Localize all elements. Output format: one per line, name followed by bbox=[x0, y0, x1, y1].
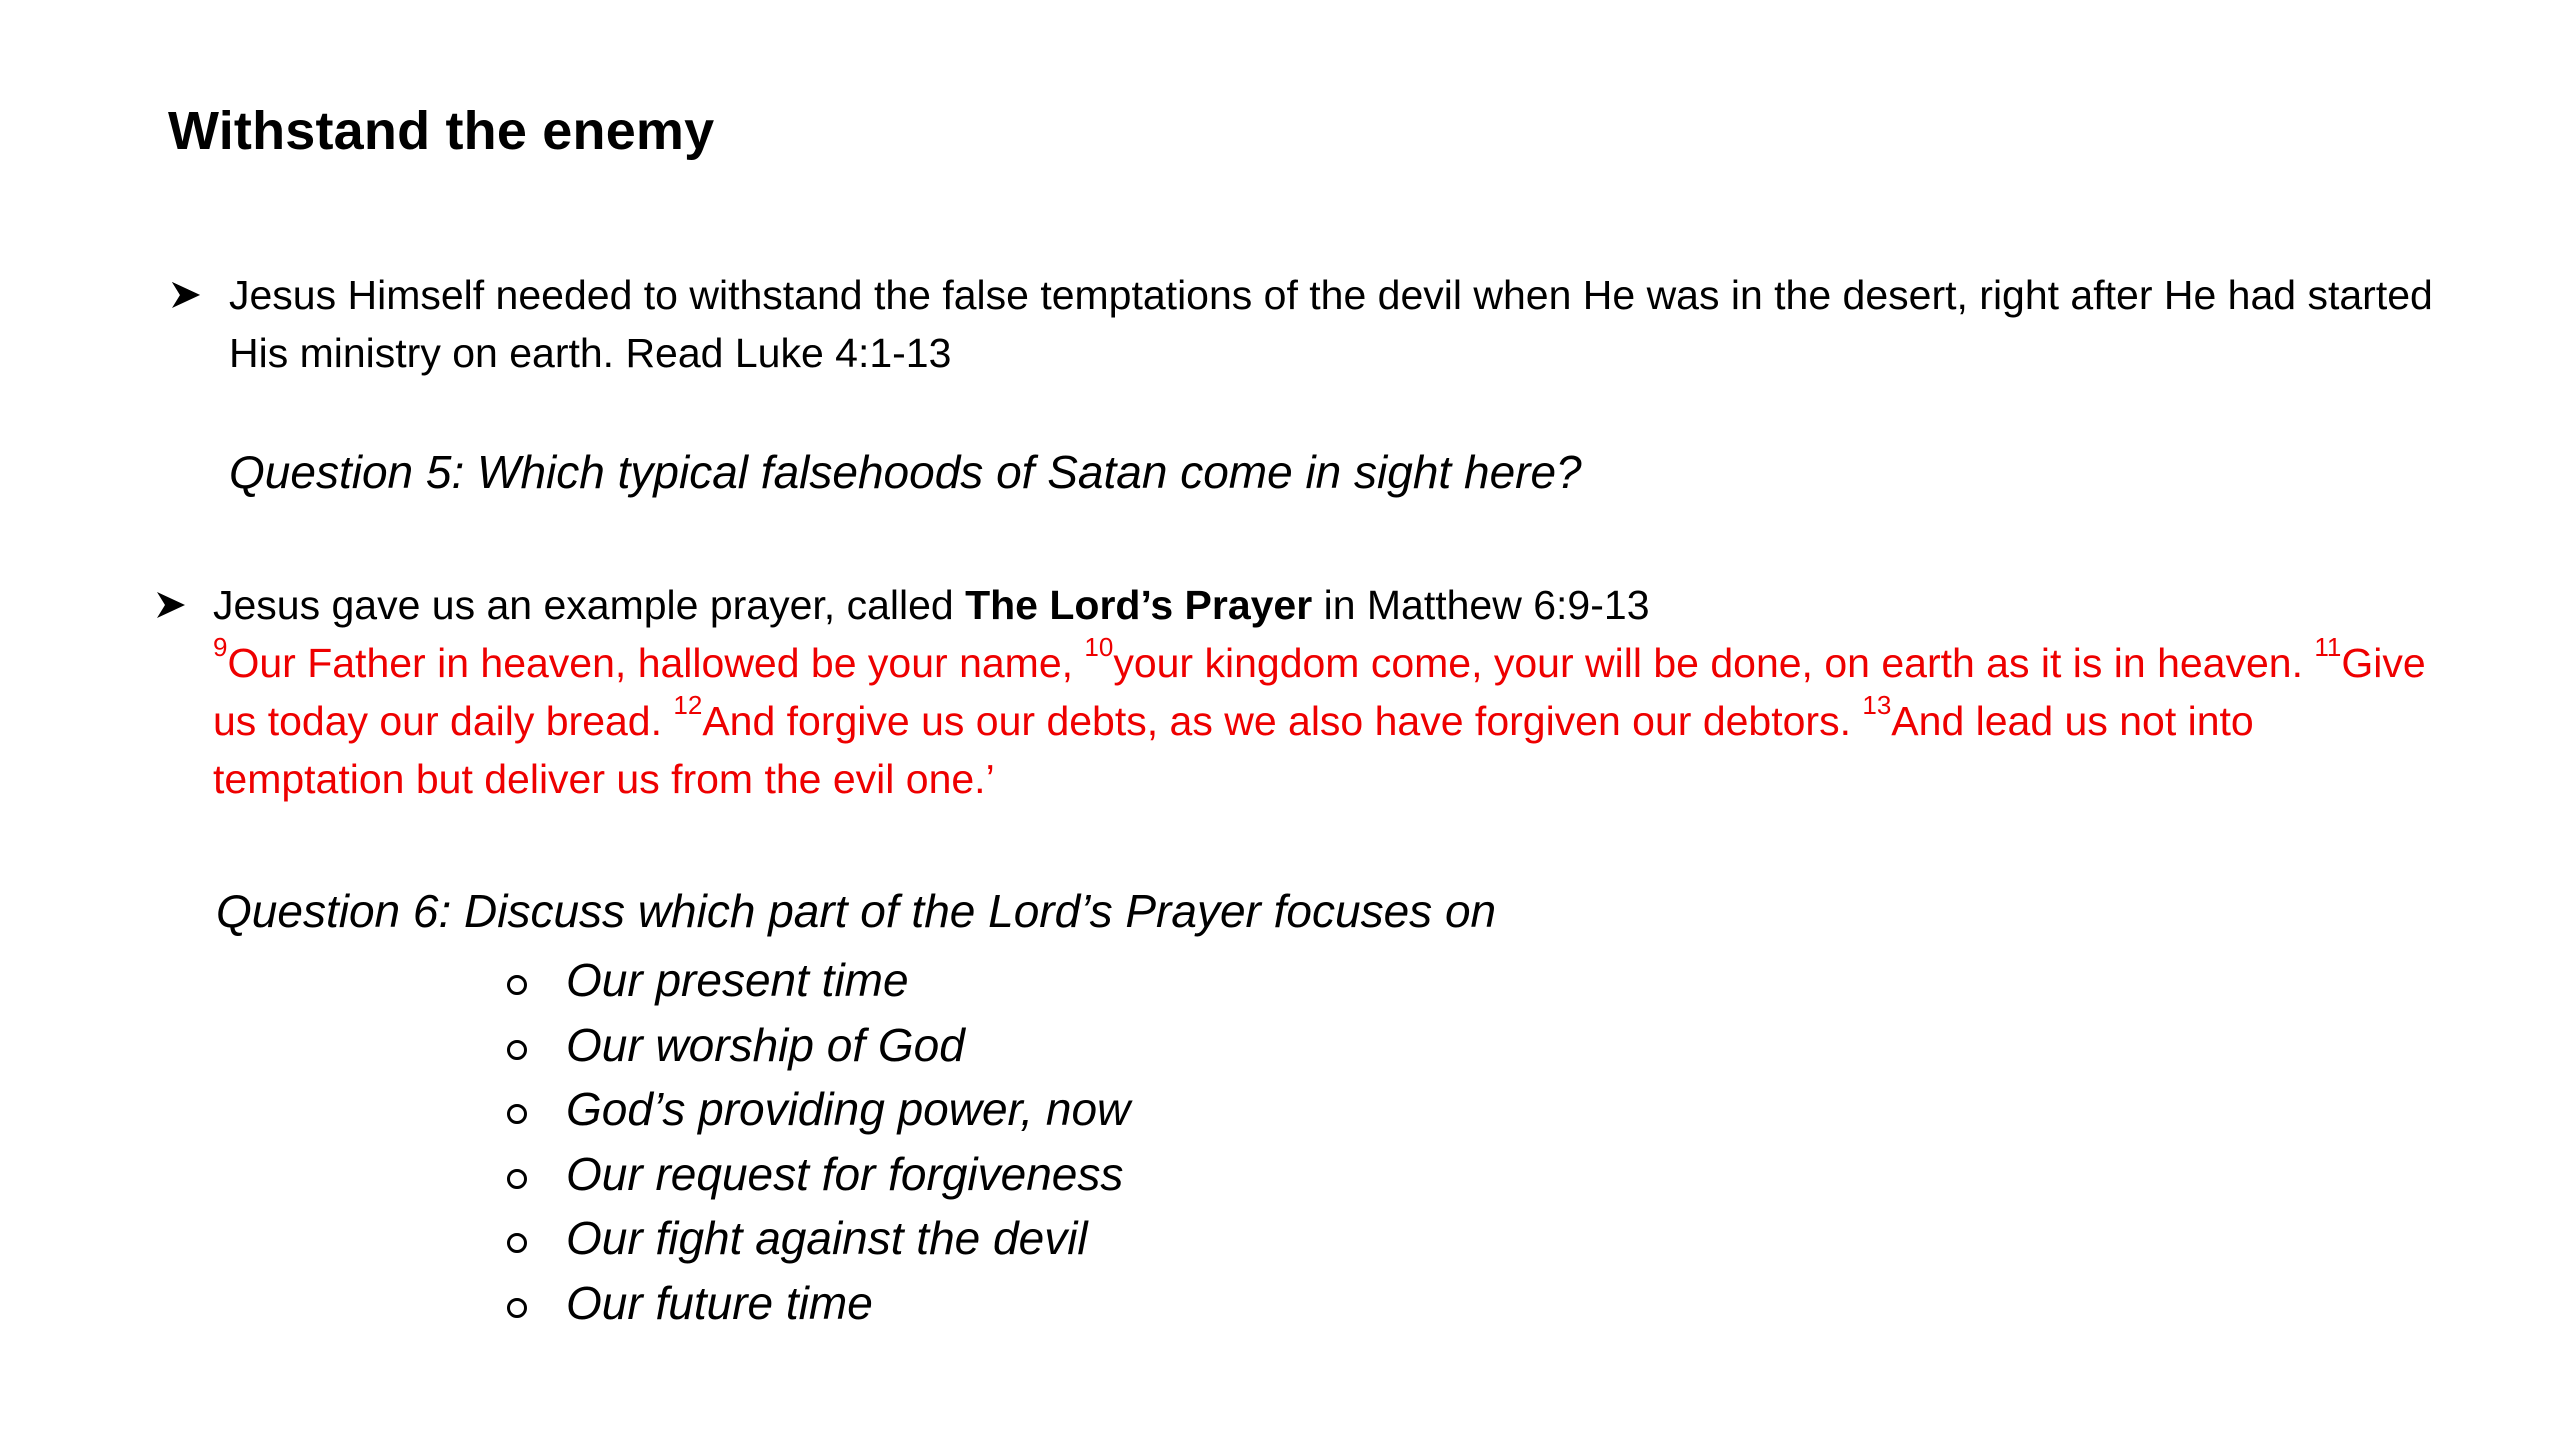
list-item bbox=[505, 948, 1130, 1013]
hollow-circle-bullet-icon bbox=[507, 1040, 527, 1060]
question-5: Question 5: Which typical falsehoods of Satan come in sight here? bbox=[229, 446, 1582, 498]
list-item-label: Our fight against the devil bbox=[566, 1212, 1088, 1264]
hollow-circle-bullet-icon bbox=[507, 1298, 527, 1318]
list-item-label: Our present time bbox=[566, 954, 909, 1006]
verse-text: your kingdom come, your will be done, on earth as it is in heaven. bbox=[1113, 640, 2315, 686]
list-item bbox=[505, 1142, 1130, 1207]
arrowhead-bullet-icon bbox=[155, 576, 195, 634]
focus-options-list bbox=[505, 948, 1130, 1335]
verse-number: 9 bbox=[213, 632, 228, 662]
question-6: Question 6: Discuss which part of the Lord’s Prayer focuses on bbox=[216, 885, 1497, 937]
hollow-circle-bullet-icon bbox=[507, 1169, 527, 1189]
list-item-label: Our request for forgiveness bbox=[566, 1147, 1124, 1200]
verse-number: 13 bbox=[1862, 690, 1892, 720]
verse-text: Give us today our daily bread. bbox=[213, 640, 2426, 744]
list-item-label: God’s providing power, now bbox=[566, 1083, 1131, 1135]
hollow-circle-bullet-icon bbox=[507, 1233, 527, 1253]
prayer-intro-bold: The Lord’s Prayer bbox=[965, 582, 1313, 628]
scripture-passage bbox=[213, 632, 2426, 802]
verse-number: 12 bbox=[673, 690, 703, 720]
verse-text: And forgive us our debts, as we also have forgiven our debtors. bbox=[702, 698, 1863, 744]
arrowhead-bullet-icon bbox=[170, 266, 210, 324]
list-item bbox=[505, 1013, 1130, 1078]
verse-number: 10 bbox=[1084, 632, 1114, 662]
list-item bbox=[505, 1271, 1130, 1336]
prayer-intro-start: Jesus gave us an example prayer, called bbox=[213, 582, 966, 628]
verse-text: Our Father in heaven, hallowed be your name, bbox=[227, 640, 1085, 686]
verse-text: And lead us not into temptation but deliver us from the evil one.’ bbox=[213, 698, 2254, 802]
list-item-label: Our worship of God bbox=[566, 1018, 965, 1071]
list-item-label: Our future time bbox=[566, 1276, 873, 1329]
slide-title: Withstand the enemy bbox=[168, 101, 715, 161]
bullet-luke bbox=[170, 266, 2450, 382]
bullet-lords-prayer bbox=[155, 576, 2455, 808]
list-item bbox=[505, 1077, 1130, 1142]
verse-number: 11 bbox=[2314, 632, 2342, 662]
hollow-circle-bullet-icon bbox=[507, 975, 527, 995]
hollow-circle-bullet-icon bbox=[507, 1104, 527, 1124]
prayer-intro-end: in Matthew 6:9-13 bbox=[1312, 582, 1650, 628]
bullet-luke-text: Jesus Himself needed to withstand the false temptations of the devil when He was in the desert, right after He had started His ministry on earth. Read Luke 4:1-13 bbox=[229, 272, 2433, 376]
list-item bbox=[505, 1206, 1130, 1271]
bullet-lords-prayer-text bbox=[213, 576, 2455, 808]
